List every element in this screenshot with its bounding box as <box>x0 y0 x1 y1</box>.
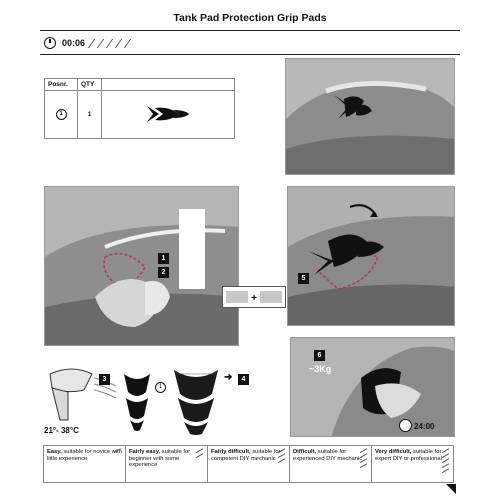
difficulty-easy: Easy, suitable for novice with little experience <box>43 445 126 483</box>
parts-table <box>44 78 235 139</box>
step-1-badge: 1 <box>158 253 169 264</box>
step-2-badge: 2 <box>158 267 169 278</box>
tools-icon <box>91 39 134 48</box>
wrench-icon <box>278 450 286 463</box>
part-image-cell <box>102 91 235 139</box>
stopwatch-icon <box>44 37 56 49</box>
wrench-icon <box>360 450 368 468</box>
photo-pad-on-tank <box>285 58 455 175</box>
step-5-badge: 5 <box>298 273 309 284</box>
qty-header: QTY <box>78 79 102 91</box>
part-1-circle: 1 <box>155 382 166 393</box>
difficulty-difficult: Difficult, suitable for experienced DIY mechanic <box>289 445 372 483</box>
wrench-icon <box>196 450 204 458</box>
pad-backing <box>122 372 152 434</box>
cure-clock-icon <box>399 419 412 432</box>
step-4-arrow-icon: ➜ <box>224 372 233 383</box>
page-title: Tank Pad Protection Grip Pads <box>173 12 327 24</box>
cleaning-agents-icon <box>222 286 286 308</box>
time-bar <box>44 37 134 49</box>
photo-apply-pad <box>287 186 455 326</box>
step-6-badge: 6 <box>314 350 325 361</box>
difficulty-very-difficult: Very difficult, suitable for expert DIY or professional <box>371 445 454 483</box>
posnr-header: Posnr. <box>45 79 78 91</box>
step-4-badge: 4 <box>238 374 249 385</box>
photo-clean-tank <box>44 186 239 346</box>
hairdryer-icon <box>44 364 119 424</box>
title-divider <box>40 30 460 31</box>
tank-pad-icon <box>143 102 193 126</box>
difficulty-legend <box>44 445 454 483</box>
qty-cell: 1 <box>78 91 102 139</box>
time-divider <box>40 54 460 55</box>
difficulty-fairly-difficult: Fairly difficult, suitable for competent DIY mechanic <box>207 445 290 483</box>
step-3-badge: 3 <box>99 374 110 385</box>
wrench-icon <box>114 450 122 453</box>
difficulty-fairly-easy: Fairly easy, suitable for beginner with some experience <box>125 445 208 483</box>
photo-press-pad <box>290 337 455 437</box>
posnr-cell: 1 <box>45 91 78 139</box>
time-value: 00:06 <box>62 38 86 48</box>
svg-text:+: + <box>251 293 257 304</box>
cure-time: 24:00 <box>414 422 435 431</box>
wrench-icon <box>442 450 450 473</box>
pressure-weight: ~3Kg <box>309 364 332 374</box>
page-corner-arrow-icon <box>446 484 456 494</box>
pad-peeled <box>170 368 222 436</box>
temperature-range: 21°- 38°C <box>44 426 79 435</box>
step-3-heat <box>44 364 119 434</box>
